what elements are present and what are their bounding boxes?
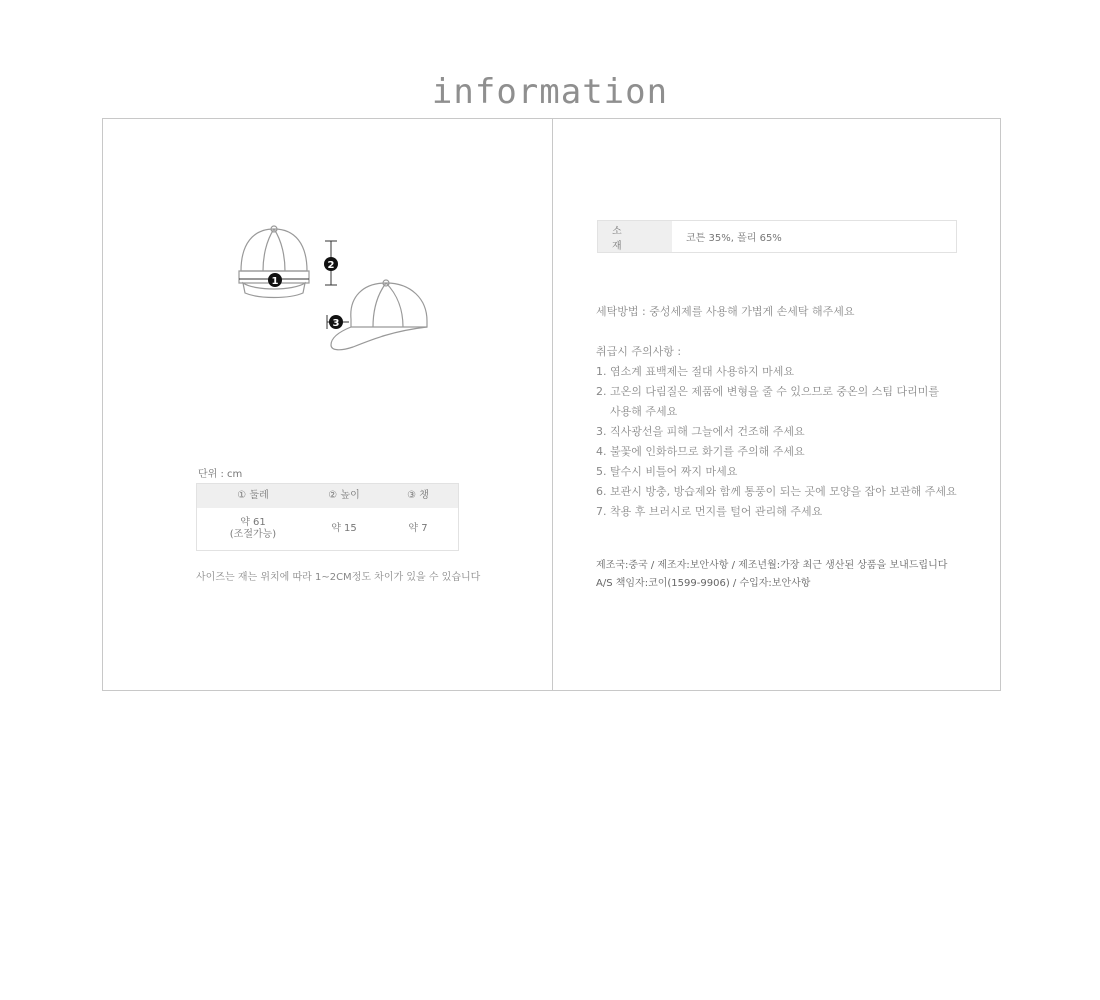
as-contact-line: A/S 책임자:코이(1599-9906) / 수입자:보안사항 xyxy=(596,578,811,589)
page-title: information xyxy=(431,72,669,112)
size-note: 사이즈는 재는 위치에 따라 1~2CM정도 차이가 있을 수 있습니다 xyxy=(196,572,481,583)
manufacturer-line: 제조국:중국 / 제조자:보안사항 / 제조년월:가장 최근 생산된 상품을 보내드립니다 xyxy=(596,560,948,571)
wash-method: 세탁방법 : 중성세제를 사용해 가볍게 손세탁 해주세요 xyxy=(596,305,855,318)
size-section xyxy=(103,119,552,690)
caution-item: 5. 탈수시 비틀어 짜지 마세요 xyxy=(596,465,738,478)
size-table-row xyxy=(197,508,458,550)
marker-height xyxy=(324,257,338,271)
caution-item: 1. 염소계 표백제는 절대 사용하지 마세요 xyxy=(596,365,794,378)
header-circumference: ① 둘레 xyxy=(237,490,269,501)
manufacturer-info xyxy=(596,557,947,593)
size-table-header xyxy=(197,484,458,508)
info-panel xyxy=(102,118,1001,691)
header-brim: ③ 챙 xyxy=(407,490,429,501)
marker-circumference xyxy=(268,273,282,287)
product-details-section xyxy=(553,119,1000,690)
material-table xyxy=(597,220,957,253)
value-brim: 약 7 xyxy=(408,523,428,534)
header-height: ② 높이 xyxy=(328,490,360,501)
cap-diagram xyxy=(233,219,433,359)
side-cap-brim xyxy=(331,327,427,350)
side-cap-crown xyxy=(351,283,427,327)
svg-text:1: 1 xyxy=(271,276,279,287)
caution-item: 6. 보관시 방충, 방습제와 함께 통풍이 되는 곳에 모양을 잡아 보관해 주세요 xyxy=(596,485,957,498)
material-label: 소 재 xyxy=(598,221,672,252)
value-height: 약 15 xyxy=(331,523,357,534)
svg-text:3: 3 xyxy=(332,318,340,329)
caution-item: 7. 착용 후 브러시로 먼지를 털어 관리해 주세요 xyxy=(596,505,823,518)
caution-item: 사용해 주세요 xyxy=(610,405,678,418)
care-instructions xyxy=(596,302,976,522)
caution-item: 3. 직사광선을 피해 그늘에서 건조해 주세요 xyxy=(596,425,805,438)
caution-item: 2. 고온의 다림질은 제품에 변형을 줄 수 있으므로 중온의 스팀 다리미를 xyxy=(596,385,939,398)
front-cap-crown xyxy=(241,229,307,271)
material-value: 코튼 35%, 폴리 65% xyxy=(686,233,782,244)
value-circumference: 약 61 (조절가능) xyxy=(229,517,277,540)
svg-text:2: 2 xyxy=(327,260,335,271)
size-table xyxy=(196,483,459,551)
caution-item: 4. 불꽃에 인화하므로 화기를 주의해 주세요 xyxy=(596,445,805,458)
caution-title: 취급시 주의사항 : xyxy=(596,345,682,358)
unit-label: 단위 : cm xyxy=(198,469,243,480)
marker-brim xyxy=(329,315,343,329)
